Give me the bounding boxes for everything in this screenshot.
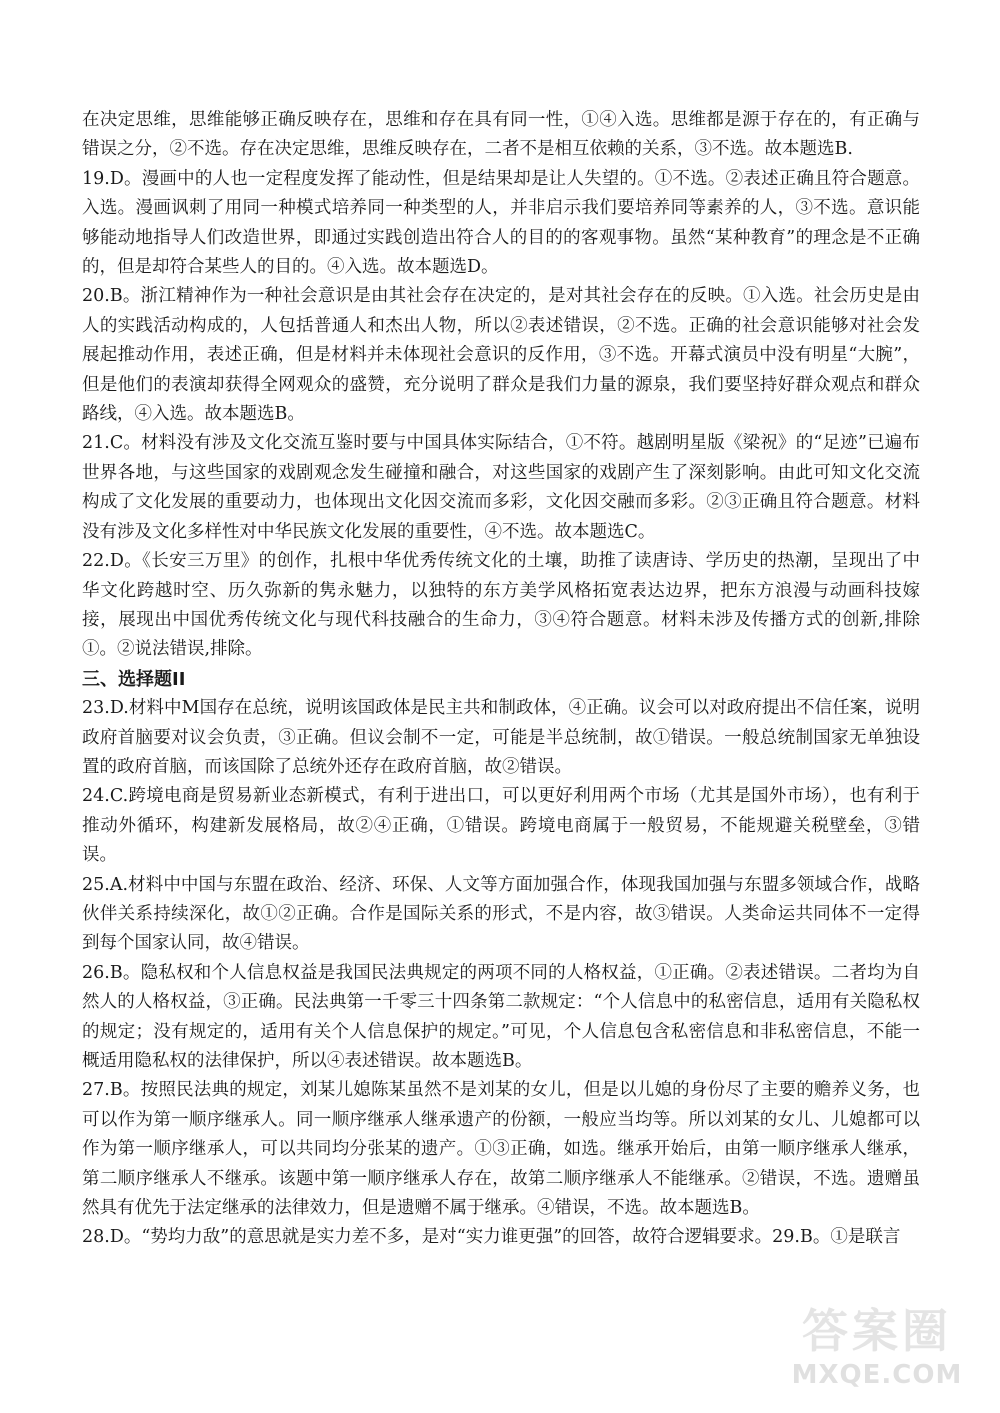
answer-28-29: 28.D。“势均力敌”的意思就是实力差不多，是对“实力谁更强”的回答，故符合逻辑要求。29.B。①是联言 bbox=[82, 1227, 901, 1248]
watermark-logo: 答案圈 bbox=[802, 1304, 952, 1358]
watermark-url: MXQE.COM bbox=[791, 1360, 963, 1390]
answer-document bbox=[82, 106, 920, 1253]
answer-19: 19.D。漫画中的人也一定程度发挥了能动性，但是结果却是让人失望的。①不选。②表述正确且符合题意。入选。漫画讽刺了用同一种模式培养同一种类型的人，并非启示我们要培养同等素养的人，③不选。意识能够能动地指导人们改造世界，即通过实践创造出符合人的目的的客观事物。虽然“某种教育”的理念是不正确的，但是却符合某些人的目的。④入选。故本题选D。 bbox=[82, 168, 920, 278]
paragraph-continuation: 在决定思维，思维能够正确反映存在，思维和存在具有同一性，①④入选。思维都是源于存在的，有正确与错误之分，②不选。存在决定思维，思维反映存在，二者不是相互依赖的关系，③不选。故本题选B. bbox=[82, 110, 920, 160]
answer-20: 20.B。浙江精神作为一种社会意识是由其社会存在决定的，是对其社会存在的反映。①入选。社会历史是由人的实践活动构成的，人包括普通人和杰出人物，所以②表述错误，②不选。正确的社会意识能够对社会发展起推动作用，表述正确，但是材料并未体现社会意识的反作用，③不选。开幕式演员中没有明星“大腕”，但是他们的表演却获得全网观众的盛赞，充分说明了群众是我们力量的源泉，我们要坚持好群众观点和群众路线，④入选。故本题选B。 bbox=[82, 286, 920, 425]
answer-22: 22.D。《长安三万里》的创作，扎根中华优秀传统文化的土壤，助推了读唐诗、学历史的热潮，呈现出了中华文化跨越时空、历久弥新的隽永魅力，以独特的东方美学风格拓宽表达边界，把东方浪漫与动画科技嫁接，展现出中国优秀传统文化与现代科技融合的生命力，③④符合题意。材料未涉及传播方式的创新,排除①。②说法错误,排除。 bbox=[82, 551, 920, 660]
answer-27: 27.B。按照民法典的规定，刘某儿媳陈某虽然不是刘某的女儿，但是以儿媳的身份尽了主要的赡养义务，也可以作为第一顺序继承人。同一顺序继承人继承遗产的份额，一般应当均等。所以刘某的女儿、儿媳都可以作为第一顺序继承人，可以共同均分张某的遗产。①③正确，如选。继承开始后，由第一顺序继承人继承，第二顺序继承人不继承。该题中第一顺序继承人存在，故第二顺序继承人不能继承。②错误，不选。遗赠虽然具有优先于法定继承的法律效力，但是遗赠不属于继承。④错误，不选。故本题选B。 bbox=[82, 1080, 920, 1219]
watermark bbox=[782, 1303, 972, 1399]
section-heading: 三、选择题II bbox=[82, 668, 186, 690]
answer-24: 24.C.跨境电商是贸易新业态新模式，有利于进出口，可以更好利用两个市场（尤其是国外市场），也有利于推动外循环，构建新发展格局，故②④正确，①错误。跨境电商属于一般贸易，不能规避关税壁垒，③错误。 bbox=[82, 786, 920, 866]
answer-26: 26.B。隐私权和个人信息权益是我国民法典规定的两项不同的人格权益，①正确。②表述错误。二者均为自然人的人格权益，③正确。民法典第一千零三十四条第二款规定：“个人信息中的私密信息，适用有关隐私权的规定；没有规定的，适用有关个人信息保护的规定。”可见，个人信息包含私密信息和非私密信息，不能一概适用隐私权的法律保护，所以④表述错误。故本题选B。 bbox=[82, 962, 920, 1071]
answer-25: 25.A.材料中中国与东盟在政治、经济、环保、人文等方面加强合作，体现我国加强与东盟多领域合作，战略伙伴关系持续深化，故①②正确。合作是国际关系的形式，不是内容，故③错误。人类命运共同体不一定得到每个国家认同，故④错误。 bbox=[82, 874, 920, 954]
answer-23: 23.D.材料中M国存在总统，说明该国政体是民主共和制政体，④正确。议会可以对政府提出不信任案，说明政府首脑要对议会负责，③正确。但议会制不一定，可能是半总统制，故①错误。一般总统制国家无单独设置的政府首脑，而该国除了总统外还存在政府首脑，故②错误。 bbox=[82, 698, 920, 777]
answer-21: 21.C。材料没有涉及文化交流互鉴时要与中国具体实际结合，①不符。越剧明星版《梁祝》的“足迹”已遍布世界各地，与这些国家的戏剧观念发生碰撞和融合，对这些国家的戏剧产生了深刻影响。由此可知文化交流构成了文化发展的重要动力，也体现出文化因交流而多彩，文化因交融而多彩。②③正确且符合题意。材料没有涉及文化多样性对中华民族文化发展的重要性，④不选。故本题选C。 bbox=[82, 433, 920, 542]
